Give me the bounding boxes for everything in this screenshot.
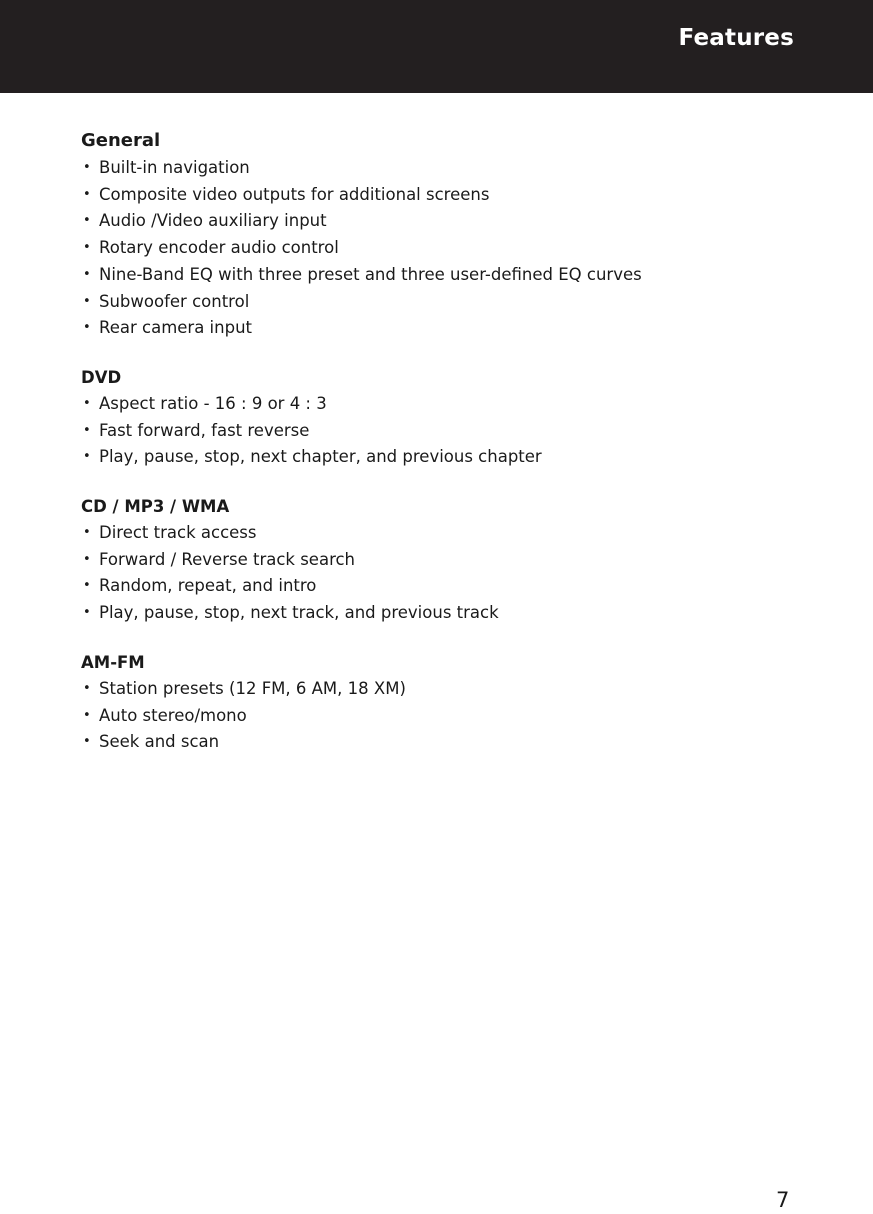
section-general bbox=[81, 127, 801, 342]
list-item bbox=[81, 573, 801, 600]
list-item bbox=[81, 729, 801, 756]
feature-list-cd-mp3-wma bbox=[81, 520, 801, 627]
list-item bbox=[81, 547, 801, 574]
list-item bbox=[81, 155, 801, 182]
list-item-text: Fast forward, fast reverse bbox=[99, 420, 310, 440]
list-item bbox=[81, 315, 801, 342]
bullet-icon: • bbox=[83, 266, 91, 282]
list-item bbox=[81, 520, 801, 547]
list-item-text: Subwoofer control bbox=[99, 291, 250, 311]
list-item-text: Random, repeat, and intro bbox=[99, 576, 317, 596]
bullet-icon: • bbox=[83, 449, 91, 465]
header-bar bbox=[0, 0, 873, 93]
bullet-icon: • bbox=[83, 395, 91, 411]
list-item bbox=[81, 182, 801, 209]
list-item bbox=[81, 208, 801, 235]
bullet-icon: • bbox=[83, 605, 91, 621]
list-item bbox=[81, 262, 801, 289]
list-item bbox=[81, 391, 801, 418]
list-item-text: Rear camera input bbox=[99, 318, 253, 338]
bullet-icon: • bbox=[83, 551, 91, 567]
list-item-text: Rotary encoder audio control bbox=[99, 238, 339, 258]
bullet-icon: • bbox=[83, 160, 91, 175]
list-item-text: Aspect ratio - 16 : 9 or 4 : 3 bbox=[99, 393, 327, 413]
page-title: Features bbox=[678, 25, 794, 51]
section-cd-mp3-wma bbox=[81, 494, 801, 627]
list-item-text: Direct track access bbox=[99, 523, 257, 543]
list-item-text: Audio /Video auxiliary input bbox=[99, 211, 327, 231]
list-item bbox=[81, 418, 801, 445]
bullet-icon: • bbox=[83, 578, 91, 594]
bullet-icon: • bbox=[83, 680, 91, 696]
list-item bbox=[81, 703, 801, 730]
list-item-text: Nine-Band EQ with three preset and three user-defined EQ curves bbox=[99, 264, 642, 284]
section-heading-dvd: DVD bbox=[81, 367, 122, 387]
section-heading-cd-mp3-wma: CD / MP3 / WMA bbox=[81, 497, 230, 517]
section-heading-am-fm: AM-FM bbox=[81, 652, 145, 672]
features-content bbox=[81, 127, 801, 779]
bullet-icon: • bbox=[83, 525, 91, 541]
list-item bbox=[81, 289, 801, 316]
bullet-icon: • bbox=[83, 213, 91, 229]
bullet-icon: • bbox=[83, 422, 91, 438]
section-dvd bbox=[81, 365, 801, 471]
list-item-text: Station presets (12 FM, 6 AM, 18 XM) bbox=[99, 678, 406, 698]
list-item bbox=[81, 235, 801, 262]
list-item bbox=[81, 444, 801, 471]
bullet-icon: • bbox=[83, 707, 91, 723]
list-item bbox=[81, 676, 801, 703]
list-item-text: Built-in navigation bbox=[99, 158, 250, 177]
feature-list-dvd bbox=[81, 391, 801, 471]
bullet-icon: • bbox=[83, 240, 91, 256]
bullet-icon: • bbox=[83, 320, 91, 336]
section-am-fm bbox=[81, 650, 801, 756]
feature-list-am-fm bbox=[81, 676, 801, 756]
section-heading-general: General bbox=[81, 130, 161, 151]
list-item-text: Forward / Reverse track search bbox=[99, 549, 356, 569]
list-item-text: Composite video outputs for additional screens bbox=[99, 184, 490, 204]
feature-list-general bbox=[81, 155, 801, 342]
bullet-icon: • bbox=[83, 734, 91, 750]
list-item-text: Seek and scan bbox=[99, 732, 220, 752]
page-number: 7 bbox=[776, 1188, 790, 1212]
list-item-text: Play, pause, stop, next track, and previous track bbox=[99, 603, 499, 623]
list-item-text: Play, pause, stop, next chapter, and previous chapter bbox=[99, 447, 542, 467]
list-item-text: Auto stereo/mono bbox=[99, 705, 247, 725]
list-item bbox=[81, 600, 801, 627]
bullet-icon: • bbox=[83, 293, 91, 309]
bullet-icon: • bbox=[83, 186, 91, 202]
